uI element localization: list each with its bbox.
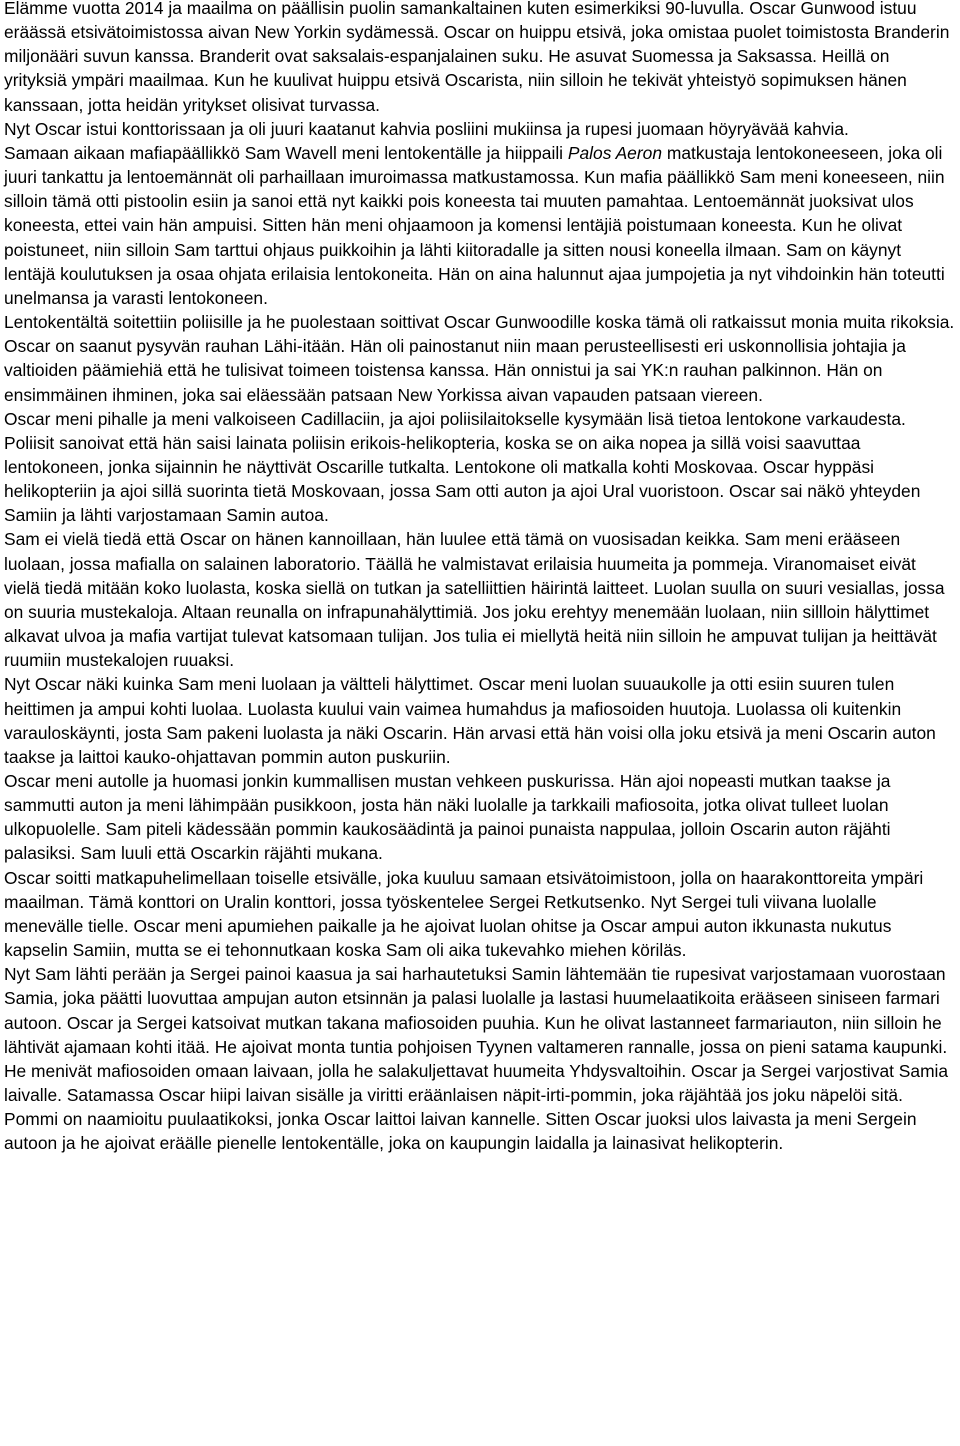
italic-aircraft-name: Palos Aeron	[567, 142, 662, 163]
paragraph: Oscar meni pihalle ja meni valkoiseen Cadillaciin, ja ajoi poliisilaitokselle kysymään lisä tietoa lentokone varkaudesta. Poliisit sanoivat että hän saisi lainata poliisin erikois-helikopteria, koska se on aika nopea ja sillä voisi saavuttaa lentokoneen, jonka sijainnin he näyttivät Oscarille tutkalta. Lentokone oli matkalla kohti Moskovaa. Oscar hyppäsi helikopteriin ja ajoi sillä suorinta tietä Moskovaan, jossa Sam otti auton ja ajoi Ural vuoristoon. Oscar sai näkö yhteyden Samiin ja lähti varjostamaan Samin autoa.	[4, 408, 921, 526]
paragraph: Elämme vuotta 2014 ja maailma on päällisin puolin samankaltainen kuten esimerkiksi 90-luvulla. Oscar Gunwood istuu eräässä etsivätoimistossa aivan New Yorkin sydämessä. Oscar on huippu etsivä, joka omistaa puolet toimistosta Branderin miljonääri suvun kanssa. Branderit ovat saksalais-espanjalainen suku. He asuvat Suomessa ja Saksassa. Heillä on yrityksiä ympäri maailmaa. Kun he kuulivat huippu etsivä Oscarista, niin silloin he tekivät yhteistyö sopimuksen hänen kanssaan, jotta heidän yritykset olisivat turvassa.	[4, 0, 950, 115]
paragraph: Lentokentältä soitettiin poliisille ja he puolestaan soittivat Oscar Gunwoodille koska tämä oli ratkaissut monia muita rikoksia. Oscar on saanut pysyvän rauhan Lähi-itään. Hän oli painostanut niin maan perusteellisesti eri uskonnollisia johtajia ja valtioiden päämiehiä että he tulisivat toimeen toistensa kanssa. Hän onnistui ja sai YK:n rauhan palkinnon. Hän on ensimmäinen ihminen, joka sai eläessään patsaan New Yorkissa aivan vapauden patsaan viereen.	[4, 312, 955, 405]
paragraph: Sam ei vielä tiedä että Oscar on hänen kannoillaan, hän luulee että tämä on vuosisadan keikka. Sam meni erääseen luolaan, jossa mafialla on salainen laboratorio. Täällä he valmistavat erilaisia huumeita ja pommeja. Viranomaiset eivät vielä tiedä mitään koko luolasta, koska siellä on tutkan ja satelliittien häirintä laitteet. Luolan suulla on suuri vesiallas, jossa on suuria mustekaloja. Altaan reunalla on infrapunahälyttimiä. Jos joku erehtyy menemään luolaan, niin sillloin hälyttimet alkavat ulvoa ja mafia vartijat tulevat katsomaan tulijan. Jos tulia ei miellytä heitä niin silloin he ampuvat tulijan ja heittävät ruumiin mustekalojen ruuaksi.	[4, 529, 945, 671]
paragraph: Oscar meni autolle ja huomasi jonkin kummallisen mustan vehkeen puskurissa. Hän ajoi nopeasti mutkan taakse ja sammutti auton ja meni lähimpään pusikkoon, josta hän näki luolalle ja tarkkaili mafiosoita, jotka olivat tulleet luolan ulkopuolelle. Sam piteli kädessään pommin kaukosäädintä ja painoi punaista nappulaa, jolloin Oscarin auton räjähti palasiksi. Sam luuli että Oscarkin räjähti mukana.	[4, 771, 891, 864]
paragraph-text: Samaan aikaan mafiapäällikkö Sam Wavell meni lentokentälle ja hiippaili	[4, 142, 568, 163]
paragraph: Nyt Oscar istui konttorissaan ja oli juuri kaatanut kahvia posliini mukiinsa ja rupesi juomaan höyryävää kahvia.	[4, 118, 849, 139]
paragraph	[4, 141, 956, 310]
paragraph: Nyt Oscar näki kuinka Sam meni luolaan ja vältteli hälyttimet. Oscar meni luolan suuaukolle ja otti esiin suuren tulen heittimen ja ampui kohti luolaa. Luolasta kuului vain vaimea humahdus ja mafiosoiden huutoja. Luolassa oli kuitenkin varauloskäynti, josta Sam pakeni luolasta ja näki Oscarin. Hän arvasi että hän voisi olla joku etsivä ja meni Oscarin auton taakse ja laittoi kauko-ohjattavan pommin auton puskuriin.	[4, 674, 936, 767]
paragraph: Oscar soitti matkapuhelimellaan toiselle etsivälle, joka kuuluu samaan etsivätoimistoon, jolla on haarakonttoreita ympäri maailman. Tämä konttori on Uralin konttori, jossa työskentelee Sergei Retkutsenko. Nyt Sergei tuli viivana luolalle menevälle tielle. Oscar meni apumiehen paikalle ja he ajoivat luolan ohitse ja Oscar ampui auton ikkunasta nukutus kapselin Samiin, mutta se ei tehonnutkaan koska Sam oli aika tukevahko miehen köriläs.	[4, 867, 924, 961]
paragraph-text: matkustaja lentokoneeseen, joka oli juuri tankattu ja lentoemännät oli parhaillaan imuroimassa matkustamossa. Kun mafia päällikkö Sam meni koneeseen, niin silloin tämä otti pistoolin esiin ja sanoi että nyt kaikki pois koneesta tai muuten pamahtaa. Lentoemännät juoksivat ulos koneesta, ettei vain hän ampuisi. Sitten hän meni ohjaamoon ja komensi lentäjiä poistumaan koneesta. Kun he olivat poistuneet, niin silloin Sam tarttui ohjaus puikkoihin ja lähti kiitoradalle ja sitten nousi koneella ilmaan. Sam on käynyt lentäjä koulutuksen ja osaa ohjata erilaisia lentokoneita. Hän on aina halunnut ajaa jumpojetia ja nyt vihdoinkin hän toteutti unelmansa ja varasti lentokoneen.	[4, 142, 945, 308]
paragraph: Nyt Sam lähti perään ja Sergei painoi kaasua ja sai harhautetuksi Samin lähtemään tie rupesivat varjostamaan vuorostaan Samia, joka päätti luovuttaa ampujan auton etsinnän ja palasi luolalle ja lastasi huumelaatikoita erääseen siniseen farmari autoon. Oscar ja Sergei katsoivat mutkan takana mafiosoiden puuhia. Kun he olivat lastanneet farmariauton, niin silloin he lähtivät ajamaan kohti itää. He ajoivat monta tuntia pohjoisen Tyynen valtameren rannalle, jossa on pieni satama kaupunki. He menivät mafiosoiden omaan laivaan, jolla he salakuljettavat huumeita Yhdysvaltoihin. Oscar ja Sergei varjostivat Samia laivalle. Satamassa Oscar hiipi laivan sisälle ja viritti eräänlaisen näpit-irti-pommin, joka räjähtää jos joku näpelöi sitä. Pommi on naamioitu puulaatikoksi, jonka Oscar laittoi laivan kannelle. Sitten Oscar juoksi ulos laivasta ja meni Sergein autoon ja he ajoivat eräälle pienelle lentokentälle, joka on kaupungin laidalla ja lainasivat helikopterin.	[4, 964, 949, 1154]
